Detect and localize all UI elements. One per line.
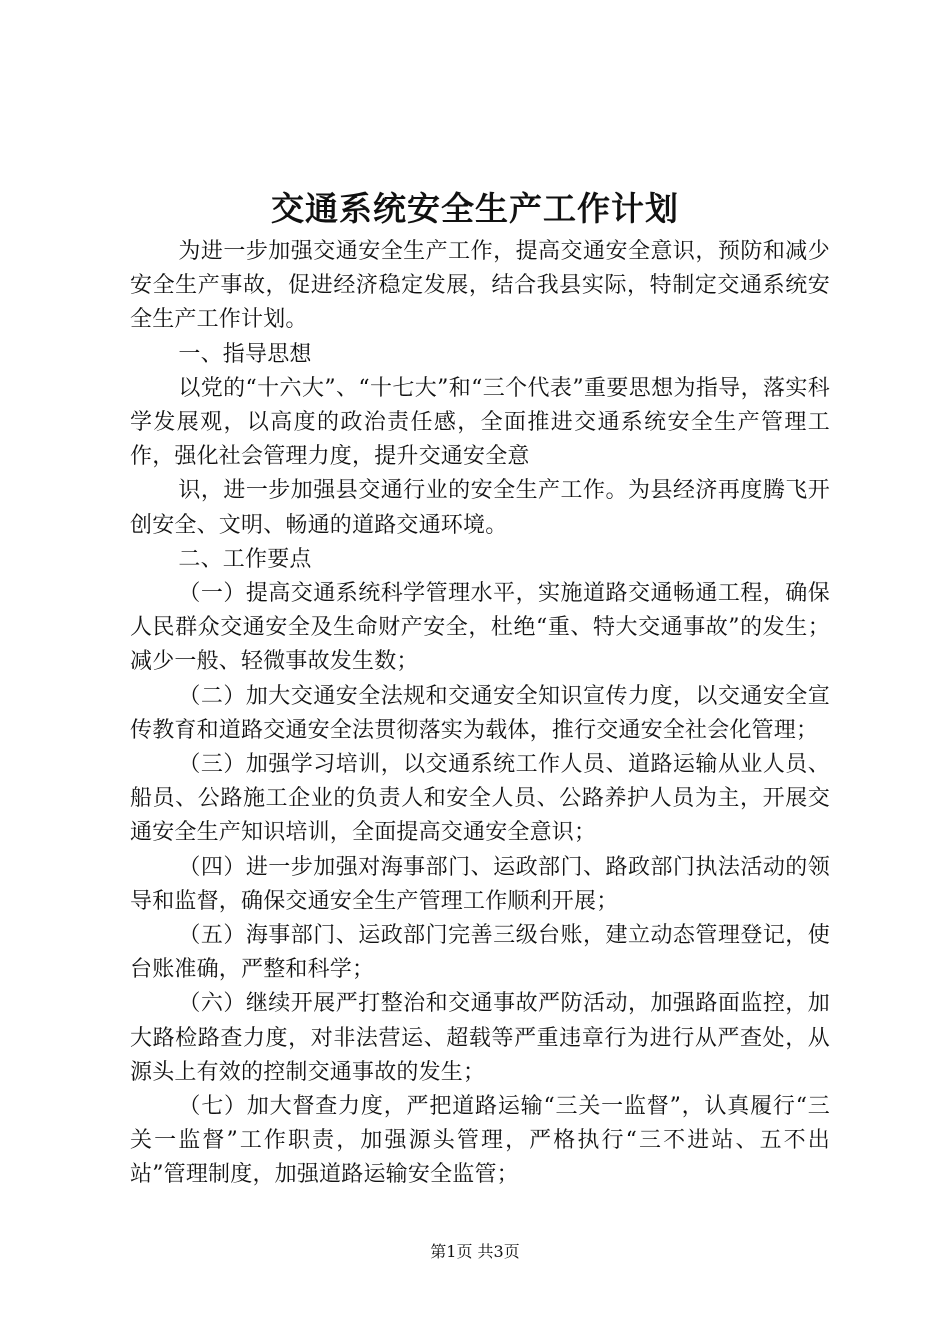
section-heading-work-points: 二、工作要点 [178,546,312,572]
document-title: 交通系统安全生产工作计划 [271,189,679,228]
guiding-ideology-paragraph: 以党的“十六大”、“十七大”和“三个代表”重要思想为指导，落实科学发展观，以高度的政治责任感，全面推进交通系统安全生产管理工作，强化社会管理力度，提升交通安全意 [130,375,830,470]
work-point-1: （一）提高交通系统科学管理水平，实施道路交通畅通工程，确保人民群众交通安全及生命财产安全，杜绝“重、特大交通事故”的发生；减少一般、轻微事故发生数； [130,581,830,675]
work-point-3: （三）加强学习培训，以交通系统工作人员、道路运输从业人员、船员、公路施工企业的负责人和安全人员、公路养护人员为主，开展交通安全生产知识培训，全面提高交通安全意识； [130,752,830,846]
intro-paragraph: 为进一步加强交通安全生产工作，提高交通安全意识，预防和减少安全生产事故，促进经济稳定发展，结合我县实际，特制定交通系统安全生产工作计划。 [130,239,830,333]
work-point-6: （六）继续开展严打整治和交通事故严防活动，加强路面监控，加大路检路查力度，对非法营运、超载等严重违章行为进行从严查处，从源头上有效的控制交通事故的发生； [130,991,830,1085]
guiding-ideology-continuation: 识，进一步加强县交通行业的安全生产工作。为县经济再度腾飞开创安全、文明、畅通的道路交通环境。 [130,478,830,538]
section-heading-guiding-ideology: 一、指导思想 [178,341,312,367]
document-body [130,235,830,1193]
work-point-2: （二）加大交通安全法规和交通安全知识宣传力度，以交通安全宣传教育和道路交通安全法贯彻落实为载体，推行交通安全社会化管理； [130,683,830,743]
page-number-footer: 第1页 共3页 [430,1242,520,1261]
work-point-4: （四）进一步加强对海事部门、运政部门、路政部门执法活动的领导和监督，确保交通安全生产管理工作顺利开展； [130,854,830,914]
work-point-5: （五）海事部门、运政部门完善三级台账，建立动态管理登记，使台账准确，严整和科学； [130,923,830,983]
work-point-7: （七）加大督查力度，严把道路运输“三关一监督”，认真履行“三关一监督”工作职责，加强源头管理，严格执行“三不进站、五不出站”管理制度，加强道路运输安全监管； [130,1094,830,1188]
